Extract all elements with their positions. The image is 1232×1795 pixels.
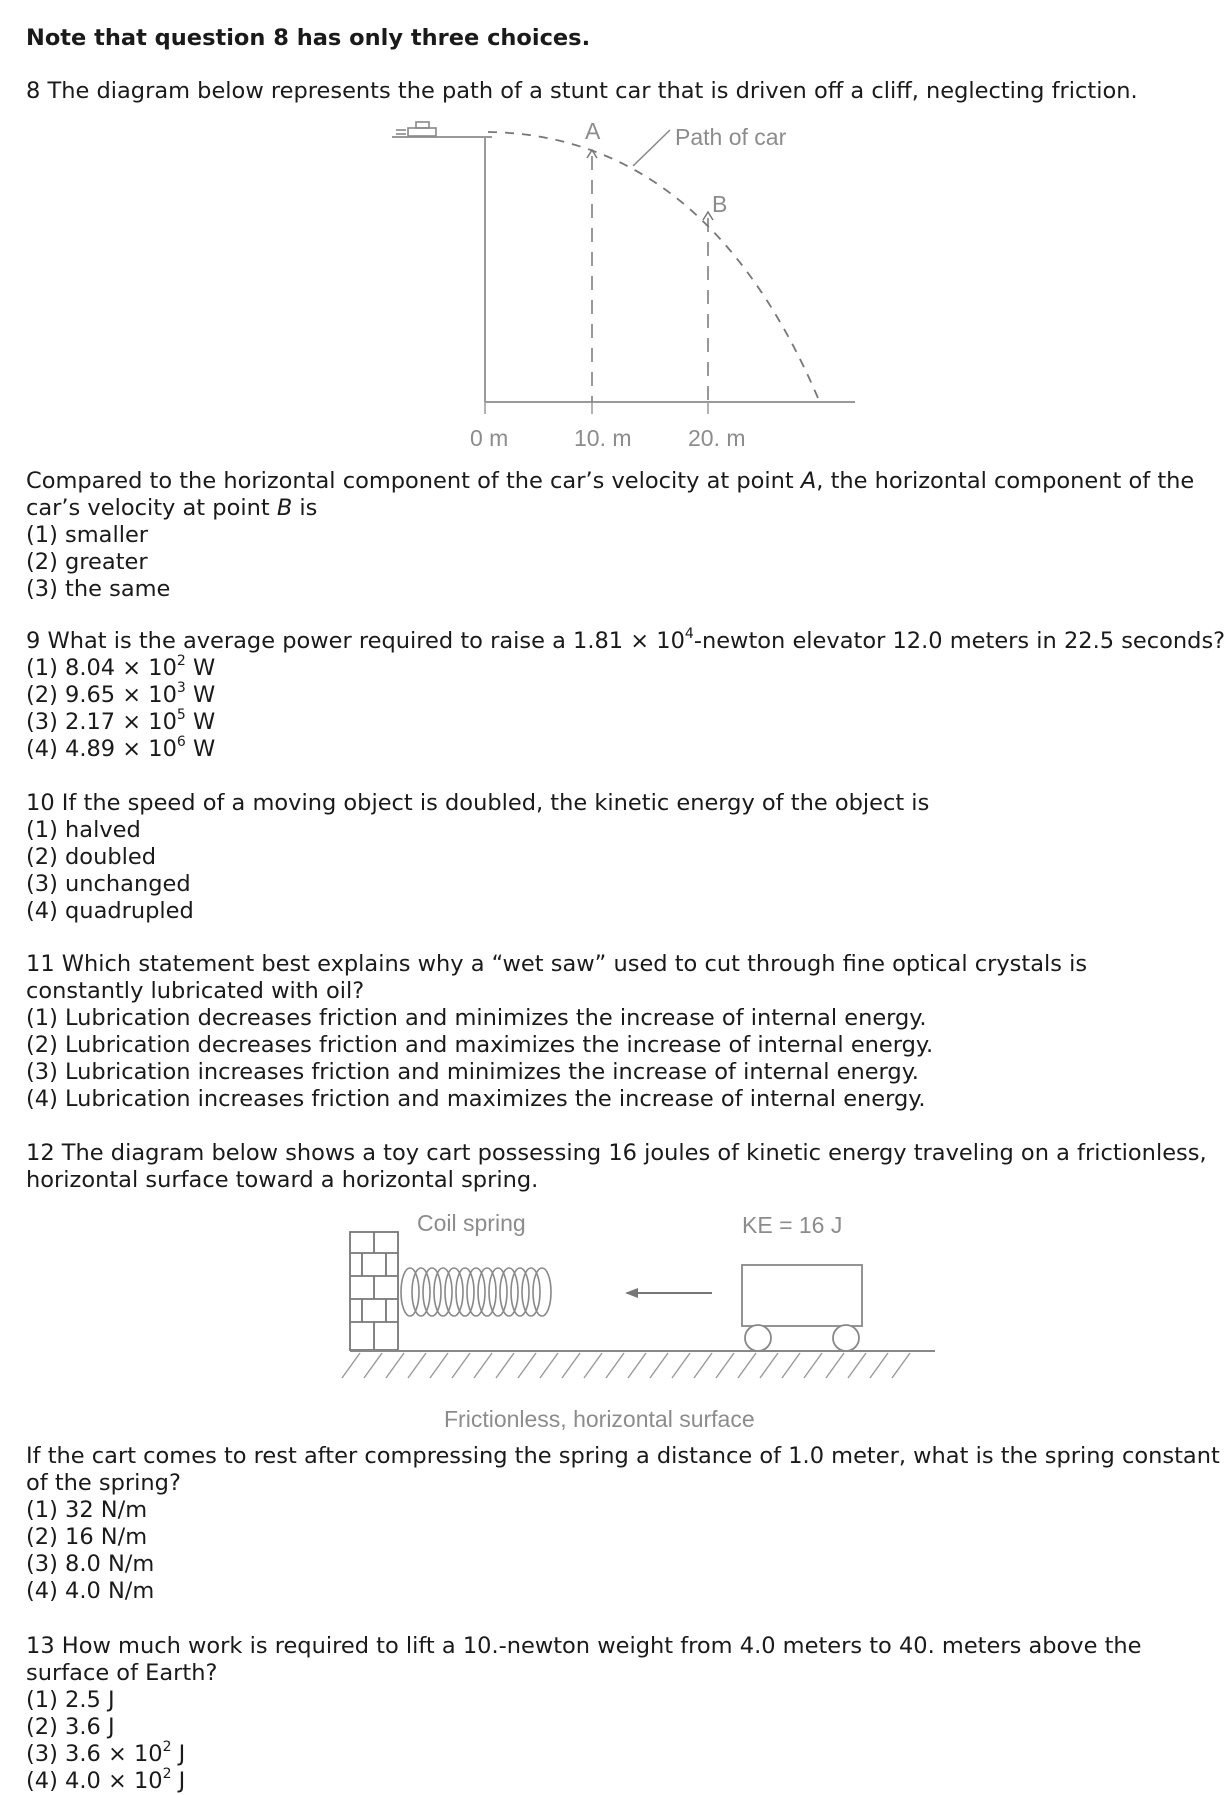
label-point-a: A [585,118,601,144]
spring-coil-loop [401,1268,419,1316]
surface-hatch-mark [826,1353,844,1378]
surface-hatch-mark [342,1353,360,1378]
q11-choice-1: (1) Lubrication decreases friction and minimizes the increase of internal energy. [26,1005,927,1031]
cart-wheel-right [833,1325,859,1351]
q12-choice-1: (1) 32 N/m [26,1497,148,1523]
surface-hatch-mark [716,1353,734,1378]
q13-choice-3-base: (3) 3.6 × 10 [26,1741,163,1767]
q9-stem-before: 9 What is the average power required to raise a 1.81 × 10 [26,628,685,654]
q11-stem-line2: constantly lubricated with oil? [26,978,365,1004]
surface-hatch-mark [848,1353,866,1378]
spring-coil-loop [511,1268,529,1316]
q13-choice-4-base: (4) 4.0 × 10 [26,1768,163,1794]
tick-label-20: 20. m [688,425,746,451]
q13-choice-1 [26,1687,115,1714]
q13-choice-2 [26,1714,115,1741]
q9-choice-4-unit: W [185,736,216,762]
q12-choice-2: (2) 16 N/m [26,1524,148,1550]
surface-hatch-mark [694,1353,712,1378]
surface-hatch-mark [386,1353,404,1378]
spring-coil-loop [533,1268,551,1316]
surface-hatch-mark [892,1353,910,1378]
q13-choice-2-base: (2) 3.6 J [26,1714,115,1740]
q9-choice-2-exp: 3 [176,680,186,696]
spring-coil-loop [489,1268,507,1316]
surface-hatch-mark [518,1353,536,1378]
label-coil-spring: Coil spring [417,1210,526,1236]
surface-hatch-mark [364,1353,382,1378]
q12-question-line1: If the cart comes to rest after compressing the spring a distance of 1.0 meter, what is the spring constant [26,1443,1220,1469]
coil-spring [401,1268,551,1316]
tick-label-10: 10. m [574,425,632,451]
q9-choice-4-base: (4) 4.89 × 10 [26,736,177,762]
q9-choice-3-exp: 5 [176,707,186,723]
q8-question-after: , the horizontal component of the [816,468,1195,494]
q13-choice-4-unit: J [171,1768,186,1794]
q8-point-a-ref: A [800,468,817,494]
label-point-b: B [712,191,728,217]
spring-coil-loop [467,1268,485,1316]
q9-choice-4-exp: 6 [176,734,186,750]
label-frictionless-surface: Frictionless, horizontal surface [444,1406,755,1432]
q12-choice-4: (4) 4.0 N/m [26,1578,155,1604]
velocity-arrow-head [625,1288,638,1298]
surface-hatch-mark [738,1353,756,1378]
q11-choice-3: (3) Lubrication increases friction and minimizes the increase of internal energy. [26,1059,919,1085]
spring-coil-loop [478,1268,496,1316]
q8-point-b-ref: B [276,495,293,521]
q13-stem-line2: surface of Earth? [26,1660,218,1686]
q10-choice-1: (1) halved [26,817,141,843]
surface-hatch-mark [496,1353,514,1378]
tick-label-0: 0 m [470,425,509,451]
q10-choice-3: (3) unchanged [26,871,191,897]
q13-choice-1-base: (1) 2.5 J [26,1687,115,1713]
q11-choice-2: (2) Lubrication decreases friction and maximizes the increase of internal energy. [26,1032,934,1058]
surface-hatch-mark [562,1353,580,1378]
surface-hatch-mark [452,1353,470,1378]
q8-stem: 8 The diagram below represents the path of a stunt car that is driven off a cliff, neglecting friction. [26,78,1138,104]
surface-hatch-mark [430,1353,448,1378]
surface-hatch-mark [782,1353,800,1378]
surface-hatch-mark [606,1353,624,1378]
q10-choice-4: (4) quadrupled [26,898,194,924]
q13-choice-3-exp: 2 [162,1739,172,1755]
q10-stem: 10 If the speed of a moving object is doubled, the kinetic energy of the object is [26,790,930,816]
surface-hatch-mark [760,1353,778,1378]
spring-coil-loop [445,1268,463,1316]
q9-choice-2-unit: W [185,682,216,708]
q13-choice-4-exp: 2 [162,1766,172,1782]
note-text: Note that question 8 has only three choices. [26,25,591,51]
q9-choice-1-unit: W [185,655,216,681]
surface-hatch-mark [804,1353,822,1378]
q12-choice-3: (3) 8.0 N/m [26,1551,155,1577]
q8-choice-2: (2) greater [26,549,148,575]
surface-hatch-mark [540,1353,558,1378]
label-path-of-car: Path of car [675,124,787,150]
toy-cart-body [742,1265,862,1326]
q9-choice-3-base: (3) 2.17 × 10 [26,709,177,735]
q9-choice-3-unit: W [185,709,216,735]
surface-hatch-mark [408,1353,426,1378]
surface-hatch-mark [672,1353,690,1378]
spring-coil-loop [412,1268,430,1316]
q12-stem-line1: 12 The diagram below shows a toy cart possessing 16 joules of kinetic energy traveling on a frictionless, [26,1140,1207,1166]
q13-choice-4 [26,1768,185,1795]
surface-hatch-mark [474,1353,492,1378]
surface-hatch-mark [584,1353,602,1378]
q8-question-line2-start: car’s velocity at point [26,495,277,521]
q8-choice-3: (3) the same [26,576,171,602]
q11-choice-4: (4) Lubrication increases friction and maximizes the increase of internal energy. [26,1086,926,1112]
q12-stem-line2: horizontal surface toward a horizontal spring. [26,1167,539,1193]
spring-coil-loop [456,1268,474,1316]
q8-question-line2-end: is [292,495,318,521]
surface-hatch-mark [628,1353,646,1378]
surface-hatching [342,1353,910,1378]
q11-stem-line1: 11 Which statement best explains why a “wet saw” used to cut through fine optical crystals is [26,951,1088,977]
surface-hatch-mark [650,1353,668,1378]
q13-stem-line1: 13 How much work is required to lift a 10.-newton weight from 4.0 meters to 40. meters above the [26,1633,1142,1659]
spring-coil-loop [434,1268,452,1316]
q10-choice-2: (2) doubled [26,844,156,870]
label-kinetic-energy: KE = 16 J [742,1212,843,1238]
q12-question-line2: of the spring? [26,1470,181,1496]
q9-stem-after: -newton elevator 12.0 meters in 22.5 seconds? [693,628,1226,654]
q13-choice-3 [26,1741,185,1768]
spring-coil-loop [500,1268,518,1316]
q9-choice-2-base: (2) 9.65 × 10 [26,682,177,708]
spring-coil-loop [423,1268,441,1316]
q8-choice-1: (1) smaller [26,522,149,548]
q9-stem-exp: 4 [684,626,694,642]
q13-choice-3-unit: J [171,1741,186,1767]
q9-choice-1-exp: 2 [176,653,186,669]
surface-hatch-mark [870,1353,888,1378]
q8-question-before: Compared to the horizontal component of the car’s velocity at point [26,468,801,494]
q9-choice-1-base: (1) 8.04 × 10 [26,655,177,681]
brick-wall [350,1232,398,1350]
spring-coil-loop [522,1268,540,1316]
cart-wheel-left [745,1325,771,1351]
